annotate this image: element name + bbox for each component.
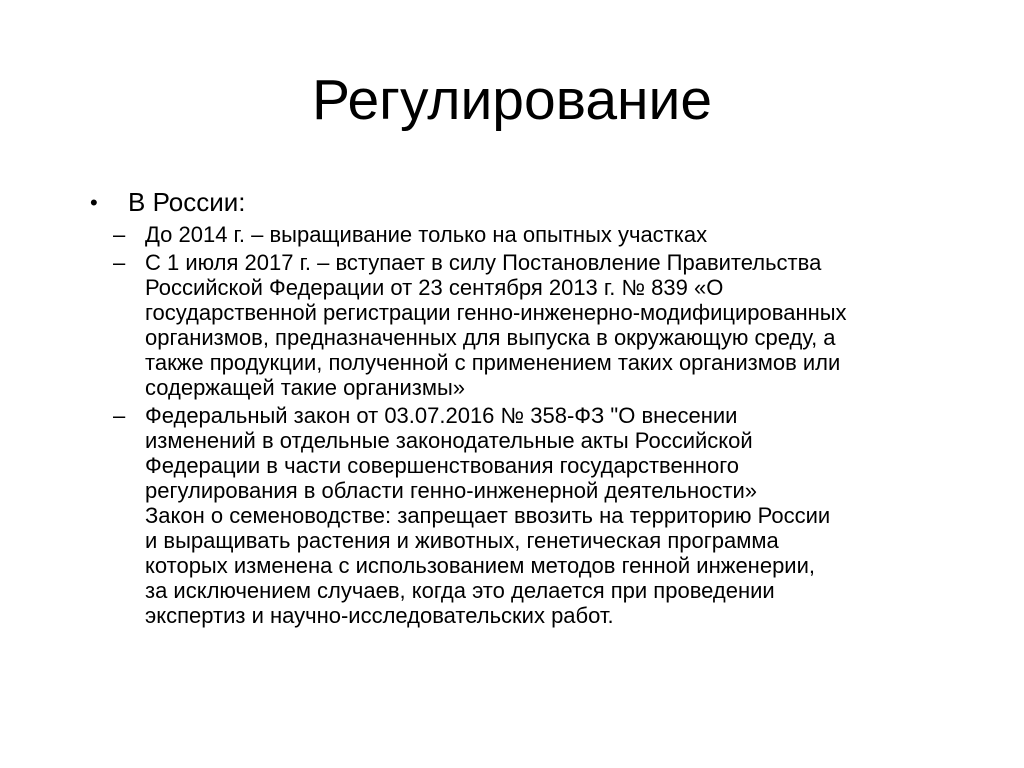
sub-bullet-item-federal-law — [88, 403, 978, 628]
text-line: До 2014 г. – выращивание только на опытных участках — [145, 222, 708, 247]
text-line: Российской Федерации от 23 сентября 2013 г. № 839 «О — [145, 275, 724, 300]
sub-bullet-item-2014 — [88, 222, 978, 247]
dash-icon: – — [113, 250, 126, 275]
text-line: которых изменена с использованием методов генной инженерии, — [145, 553, 815, 578]
sub-bullet-list — [88, 222, 978, 628]
text-line: Федерации в части совершенствования государственного — [145, 453, 740, 478]
text-line: за исключением случаев, когда это делается при проведении — [145, 578, 775, 603]
text-line: содержащей такие организмы» — [145, 375, 466, 400]
text-line: Федеральный закон от 03.07.2016 № 358-ФЗ "О внесении — [145, 403, 738, 428]
text-line: экспертиз и научно-исследовательских работ. — [145, 603, 614, 628]
text-line: С 1 июля 2017 г. – вступает в силу Постановление Правительства — [145, 250, 822, 275]
text-line: Закон о семеноводстве: запрещает ввозить на территорию России — [145, 503, 831, 528]
dash-icon: – — [113, 222, 126, 247]
text-line: регулирования в области генно-инженерной деятельности» — [145, 478, 757, 503]
bullet-item-russia — [88, 187, 978, 218]
sub-bullet-item-2017-resolution — [88, 250, 978, 400]
text-line: организмов, предназначенных для выпуска в окружающую среду, а — [145, 325, 836, 350]
text-line: государственной регистрации генно-инженерно-модифицированных — [145, 300, 847, 325]
text-line: изменений в отдельные законодательные акты Российской — [145, 428, 753, 453]
dash-icon: – — [113, 403, 126, 428]
text-line: также продукции, полученной с применением таких организмов или — [145, 350, 841, 375]
bullet-dot-icon: • — [90, 190, 98, 215]
slide-title: Регулирование — [311, 68, 713, 132]
slide-body — [88, 187, 978, 631]
bullet-text: В России: — [128, 187, 246, 217]
text-line: и выращивать растения и животных, генетическая программа — [145, 528, 779, 553]
